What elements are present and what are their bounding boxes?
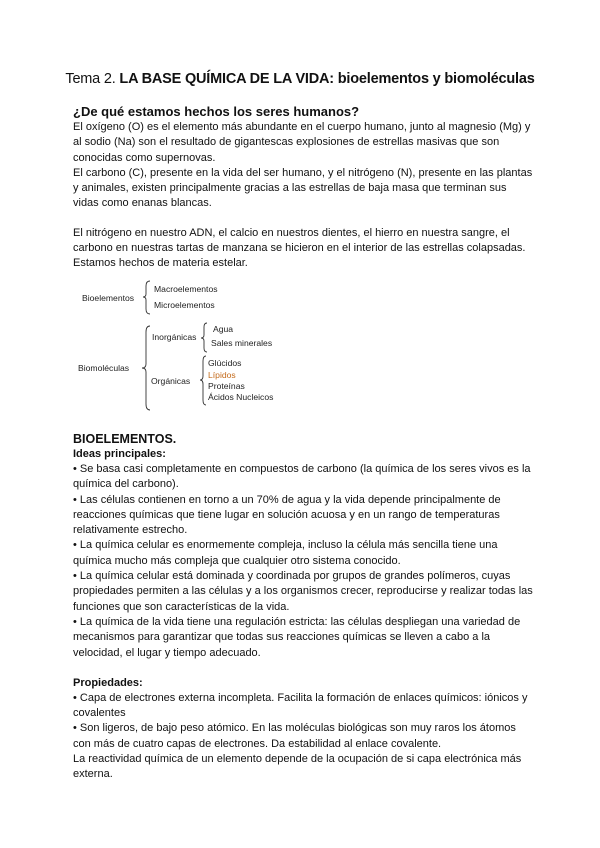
label-sales-minerales: Sales minerales — [211, 338, 273, 348]
organicas-brace — [200, 356, 206, 405]
bioelementos-section — [73, 431, 533, 783]
label-biomoleculas: Biomoléculas — [78, 363, 130, 373]
propiedades-heading: Propiedades: — [73, 676, 143, 689]
label-microelementos: Microelementos — [154, 300, 215, 310]
idea-3: • La química celular es enormemente compleja, incluso la célula más sencilla tiene una química mucho más compleja que cualquier otro sistema conocido. — [73, 539, 498, 567]
intro-paragraph-3: El nitrógeno en nuestro ADN, el calcio en nuestros dientes, el hierro en nuestra sangre, el carbono en nuestras tartas de manzana se hicieron en el interior de las estrellas colapsadas. Estamos hechos de materia estelar. — [73, 226, 526, 270]
title-suffix: bioelementos y biomoléculas — [333, 71, 535, 87]
idea-1: • Se basa casi completamente en compuestos de carbono (la química de los seres vivos es la química del carbono). — [73, 463, 531, 491]
propiedad-1: • Capa de electrones externa incompleta. Facilita la formación de enlaces químicos: iónicos y covalentes — [73, 691, 528, 720]
bioelementos-brace — [143, 281, 150, 314]
inorganicas-brace — [201, 323, 207, 352]
label-glucidos: Glúcidos — [208, 358, 242, 368]
intro-heading: ¿De qué estamos hechos los seres humanos? — [73, 104, 360, 119]
label-inorganicas: Inorgánicas — [152, 332, 197, 342]
biomoleculas-brace — [142, 326, 150, 410]
bioelementos-heading: BIOELEMENTOS. — [73, 432, 177, 446]
label-organicas: Orgánicas — [151, 376, 191, 386]
intro-section — [73, 103, 533, 272]
label-bioelementos: Bioelementos — [82, 293, 135, 303]
title-main: LA BASE QUÍMICA DE LA VIDA: — [119, 71, 334, 87]
idea-4: • La química celular está dominada y coordinada por grupos de grandes polímeros, cuyas propiedades permiten a las células y a los organismos crecer, reproducirse y realizar todas las funciones que son características de la vida. — [73, 570, 533, 613]
idea-5: • La química de la vida tiene una regulación estricta: las células despliegan una variedad de mecanismos para garantizar que todas sus reacciones químicas se lleven a cabo a la velocidad, el lugar y tiempo adecuado. — [73, 615, 521, 659]
idea-2: • Las células contienen en torno a un 70% de agua y la vida depende principalmente de reacciones químicas que tiene lugar en solución acuosa y en un rango de temperaturas relativamente estrecho. — [73, 493, 501, 537]
label-proteinas: Proteínas — [208, 381, 245, 391]
intro-paragraph-2: El carbono (C), presente en la vida del ser humano, y el nitrógeno (N), presente en las plantas y animales, existen principalmente gracias a las estrellas de baja masa que terminan sus vidas como enanas blancas. — [73, 166, 533, 210]
page-title — [0, 71, 600, 87]
label-acidos-nucleicos: Ácidos Nucleicos — [208, 392, 274, 402]
label-macroelementos: Macroelementos — [154, 284, 218, 294]
intro-paragraph-1: El oxígeno (O) es el elemento más abundante en el cuerpo humano, junto al magnesio (Mg) y al sodio (Na) son el resultado de gigantescas explosiones de estrellas masivas que son conocidas como supernovas. — [73, 121, 531, 164]
propiedad-2: • Son ligeros, de bajo peso atómico. En las moléculas biológicas son muy raros los átomos con más de cuatro capas de electrones. Da estabilidad al enlace covalente. — [73, 722, 516, 750]
classification-diagram — [70, 276, 310, 416]
label-agua: Agua — [213, 324, 234, 334]
label-lipidos: Lípidos — [208, 370, 236, 380]
ideas-heading: Ideas principales: — [73, 448, 166, 460]
title-prefix: Tema 2. — [65, 71, 120, 87]
propiedad-3: La reactividad química de un elemento depende de la ocupación de si capa electrónica más externa. — [73, 753, 522, 781]
